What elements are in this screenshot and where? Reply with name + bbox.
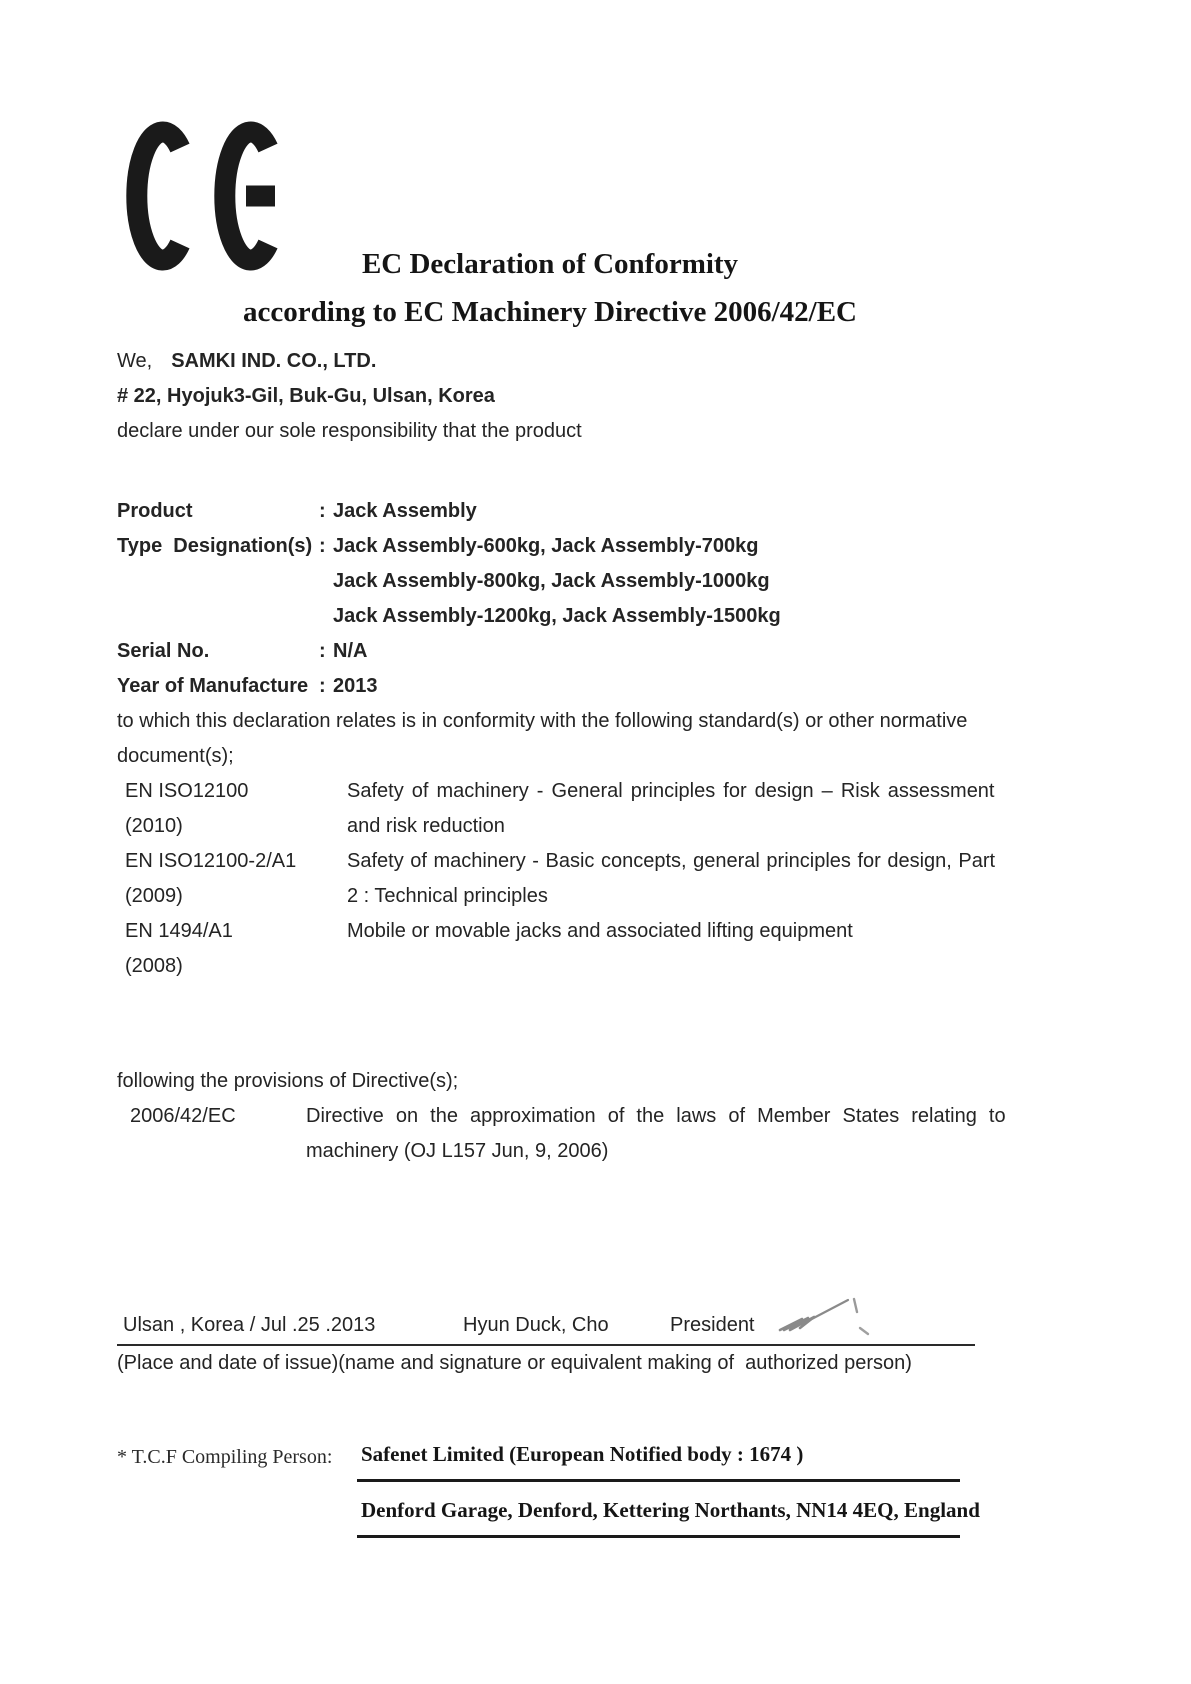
standard-description <box>347 949 1015 984</box>
signature-scribble-icon <box>772 1292 882 1348</box>
year-label: Year of Manufacture <box>117 675 309 697</box>
type-value-line2: Jack Assembly-800kg, Jack Assembly-1000kg <box>333 570 770 592</box>
manufacturer-line <box>117 344 1015 379</box>
document-title-line1: EC Declaration of Conformity <box>361 248 739 280</box>
provisions-heading: following the provisions of Directive(s); <box>117 1070 459 1092</box>
standard-row <box>117 949 1015 984</box>
field-row-product <box>117 494 1015 529</box>
serial-colon: : <box>319 640 326 662</box>
standard-year: (2010) <box>125 815 183 837</box>
product-fields <box>117 494 1015 704</box>
directive-description-line2: machinery (OJ L157 Jun, 9, 2006) <box>306 1140 609 1162</box>
field-row-type <box>117 529 1015 564</box>
conformity-line2: document(s); <box>117 745 234 767</box>
field-row-serial <box>117 634 1015 669</box>
conformity-paragraph <box>117 704 1015 774</box>
directive-code: 2006/42/EC <box>130 1105 236 1127</box>
directive-description <box>306 1099 1015 1169</box>
standard-year: (2009) <box>125 885 183 907</box>
type-colon: : <box>319 535 326 557</box>
year-value: 2013 <box>333 675 378 697</box>
tcf-address: Denford Garage, Denford, Kettering Northants, NN14 4EQ, England <box>357 1494 960 1538</box>
company-address: # 22, Hyojuk3-Gil, Buk-Gu, Ulsan, Korea <box>117 385 495 407</box>
type-value-line1: Jack Assembly-600kg, Jack Assembly-700kg <box>333 535 759 557</box>
year-colon: : <box>319 675 326 697</box>
declaration-statement: declare under our sole responsibility that the product <box>117 420 582 442</box>
serial-value: N/A <box>333 640 368 662</box>
standard-code: EN ISO12100-2/A1 <box>125 850 297 872</box>
signatory-title: President <box>670 1314 755 1336</box>
provisions-section <box>117 1064 1015 1169</box>
field-row-year <box>117 669 1015 704</box>
standards-list <box>117 774 1015 984</box>
signatory-name: Hyun Duck, Cho <box>463 1314 609 1336</box>
standard-description: Safety of machinery - Basic concepts, general principles for design, Part <box>347 850 996 872</box>
standard-code: EN ISO12100 <box>125 780 249 802</box>
type-value-line3: Jack Assembly-1200kg, Jack Assembly-1500kg <box>333 605 781 627</box>
standard-row <box>117 844 1015 879</box>
document-title-line2: according to EC Machinery Directive 2006/42/EC <box>243 296 857 328</box>
type-label: Type Designation(s) <box>117 535 313 557</box>
directive-description-line1: Directive on the approximation of the laws of Member States relating to <box>306 1105 1006 1127</box>
tcf-company: Safenet Limited (European Notified body : 1674 ) <box>357 1438 960 1482</box>
tcf-compiling-person-label: * T.C.F Compiling Person: <box>117 1446 333 1468</box>
standard-description: and risk reduction <box>347 815 505 837</box>
document-title <box>117 240 983 336</box>
serial-label: Serial No. <box>117 640 210 662</box>
conformity-line1: to which this declaration relates is in conformity with the following standard(s) or other normative <box>117 710 968 732</box>
we-label: We, <box>117 350 153 372</box>
product-value: Jack Assembly <box>333 500 477 522</box>
standard-year: (2008) <box>125 955 183 977</box>
company-name: SAMKI IND. CO., LTD. <box>171 350 377 372</box>
tcf-compiling-person-details <box>357 1438 980 1538</box>
product-label: Product <box>117 500 193 522</box>
signature-line <box>117 1306 975 1346</box>
standard-row <box>117 914 1015 949</box>
standard-code: EN 1494/A1 <box>125 920 233 942</box>
product-colon: : <box>319 500 326 522</box>
standard-row <box>117 879 1015 914</box>
standard-description: Safety of machinery - General principles for design – Risk assessment <box>347 780 995 802</box>
signature-caption: (Place and date of issue)(name and signature or equivalent making of authorized person) <box>117 1352 912 1374</box>
standard-description: 2 : Technical principles <box>347 885 548 907</box>
document-body <box>117 344 1015 1169</box>
standard-description: Mobile or movable jacks and associated lifting equipment <box>347 920 853 942</box>
directive-row <box>117 1099 1015 1169</box>
standard-row <box>117 809 1015 844</box>
place-and-date: Ulsan , Korea / Jul .25 .2013 <box>123 1314 376 1336</box>
standard-row <box>117 774 1015 809</box>
